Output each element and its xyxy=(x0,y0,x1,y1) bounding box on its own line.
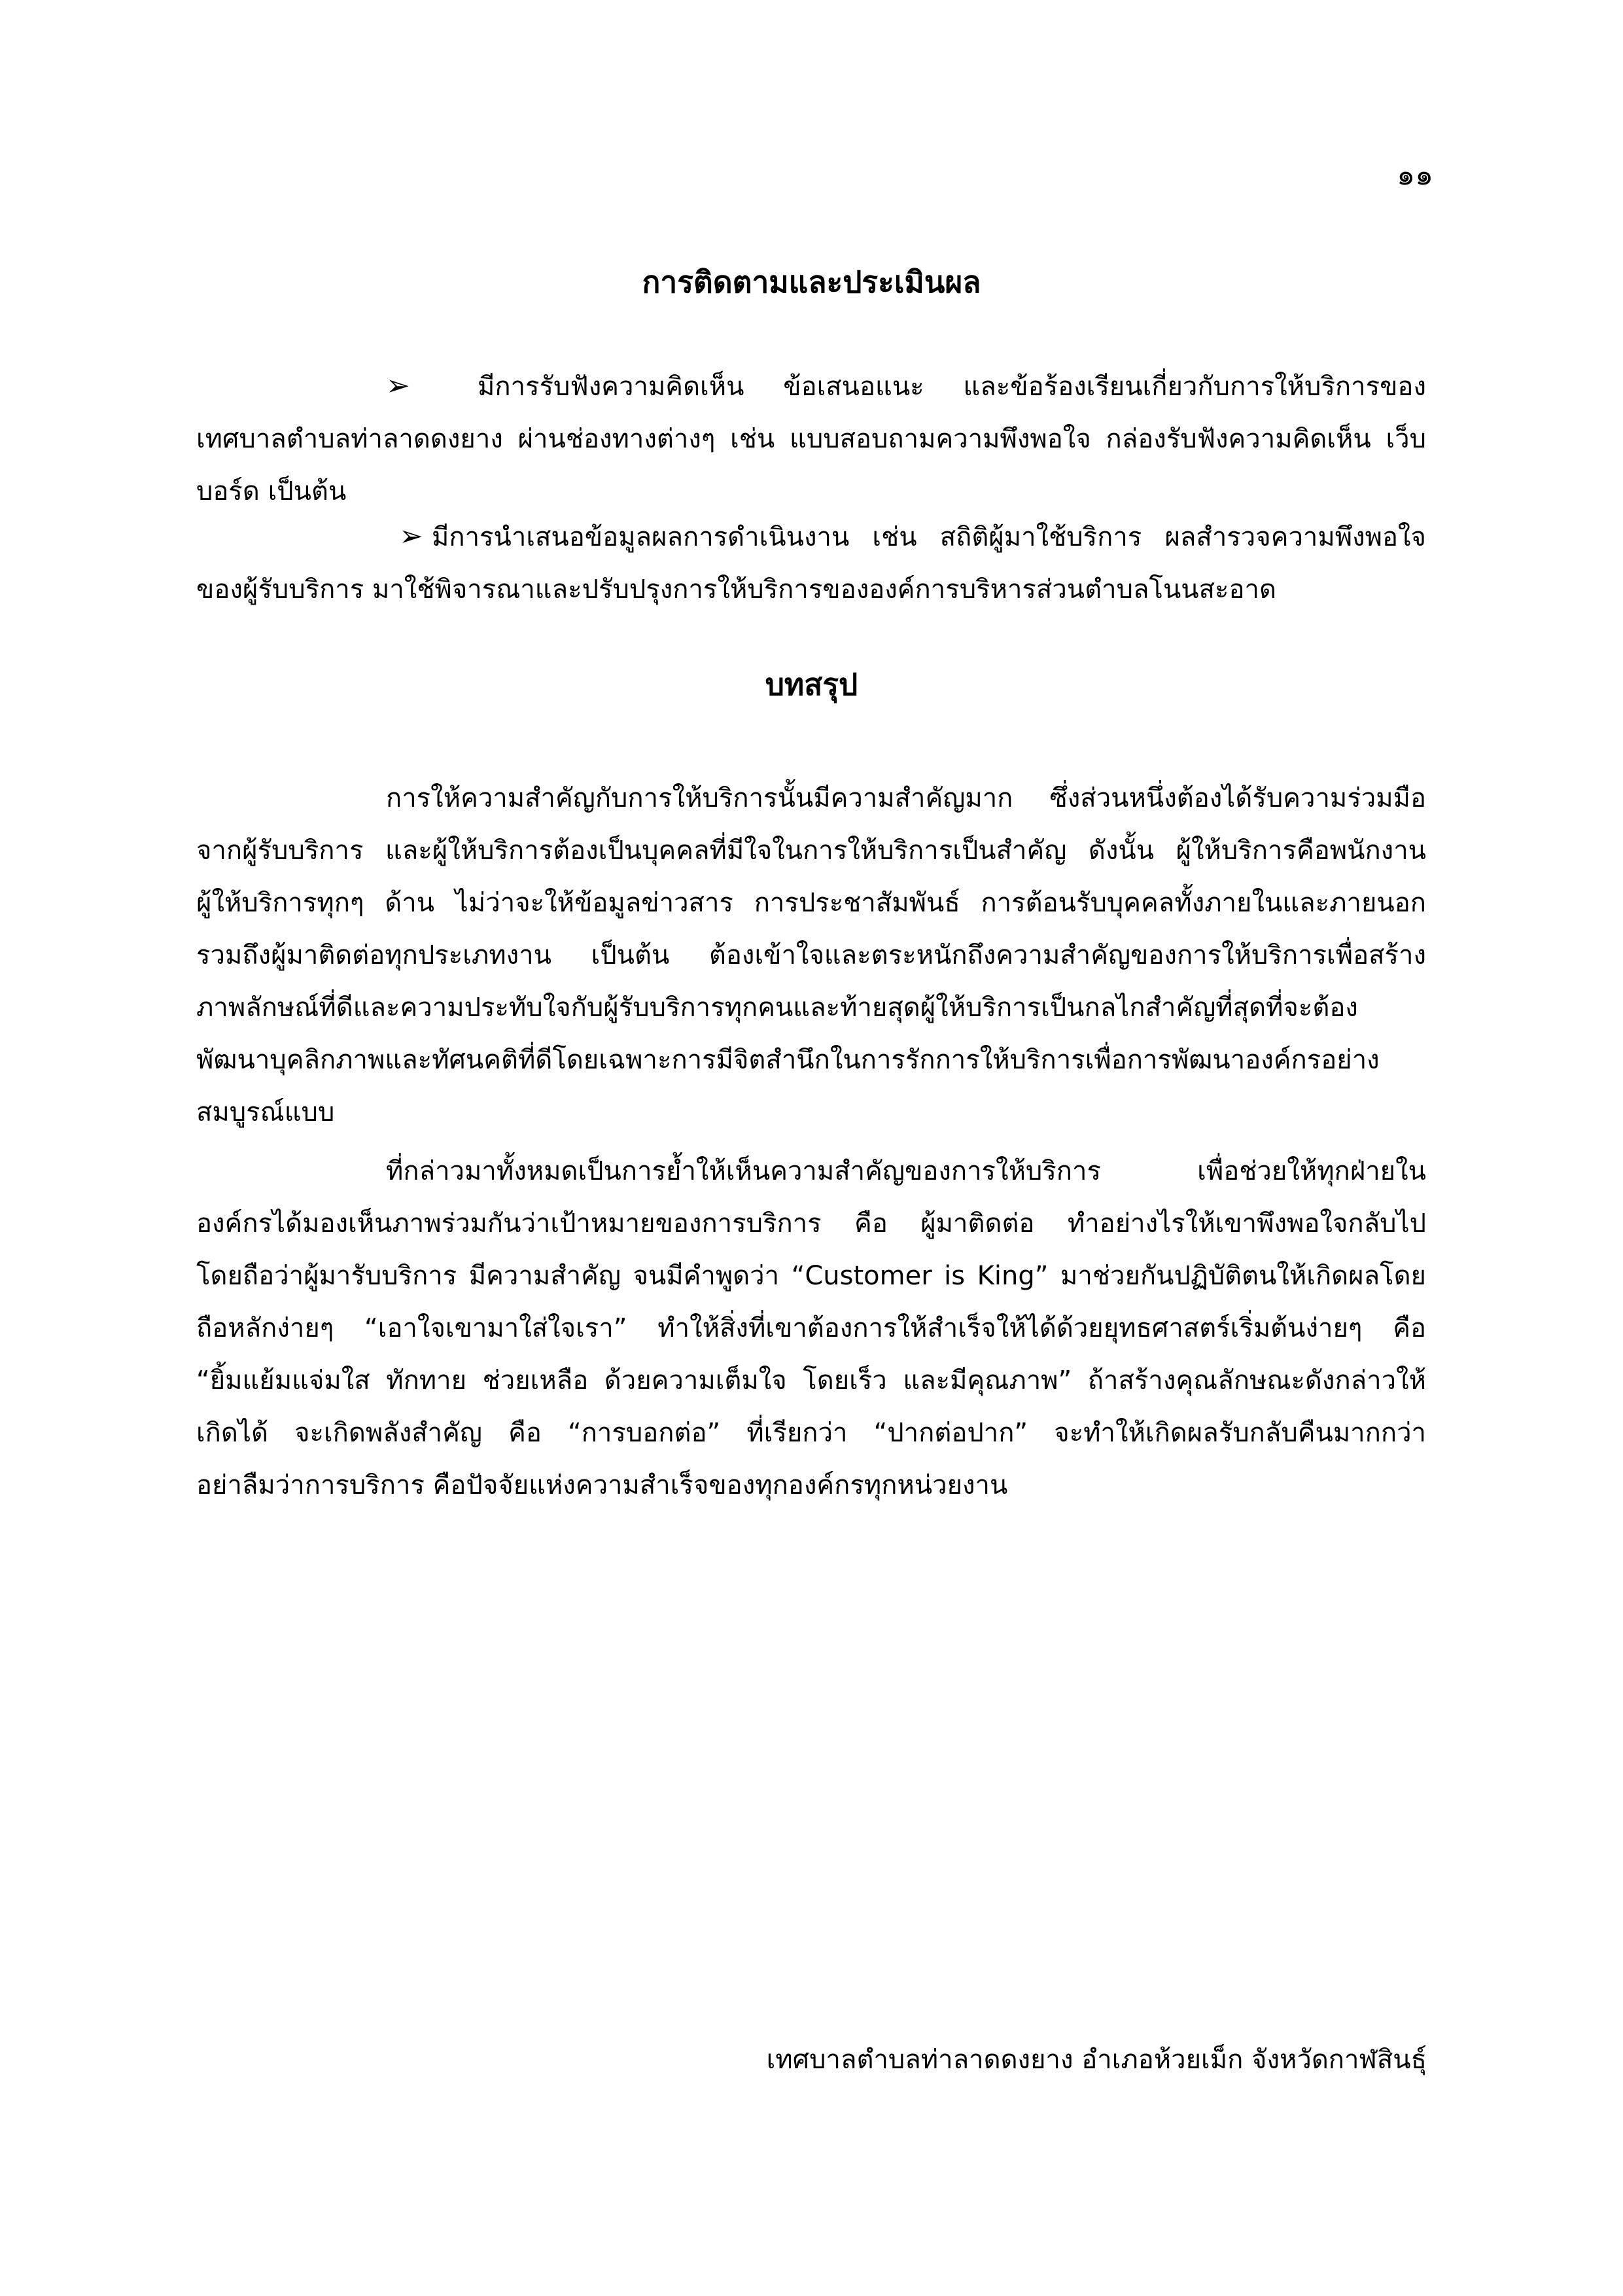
bullet-text: มีการรับฟังความคิดเห็น ข้อเสนอแนะ และข้อร้องเรียนเกี่ยวกับการให้บริการของ xyxy=(478,372,1426,402)
bullet-line: ของผู้รับบริการ มาใช้พิจารณาและปรับปรุงการให้บริการขององค์การบริหารส่วนตำบลโนนสะอาด xyxy=(196,574,1276,605)
arrow-bullet-icon: ➢ xyxy=(399,520,423,553)
bullet-item-1 xyxy=(196,360,1426,518)
section-title-monitoring: การติดตามและประเมินผล xyxy=(642,264,981,300)
paragraph-line: องค์กรได้มองเห็นภาพร่วมกันว่าเป้าหมายของการบริการ คือ ผู้มาติดต่อ ทำอย่างไรให้เขาพึงพอใจกลับไป xyxy=(196,1209,1426,1239)
bullet-text: มีการนำเสนอข้อมูลผลการดำเนินงาน เช่น สถิติผู้มาใช้บริการ ผลสำรวจความพึงพอใจ xyxy=(432,522,1426,552)
bullet-item-2 xyxy=(196,510,1426,616)
paragraph-line: จากผู้รับบริการ และผู้ให้บริการต้องเป็นบุคคลที่มีใจในการให้บริการเป็นสำคัญ ดังนั้น ผู้ให้บริการคือพนักงาน xyxy=(196,836,1426,866)
bullet-line xyxy=(196,360,1426,413)
paragraph-line: สมบูรณ์แบบ xyxy=(196,1097,335,1127)
page-footer: เทศบาลตำบลท่าลาดดงยาง อำเภอห้วยเม็ก จังหวัดกาฬสินธุ์ xyxy=(766,2045,1427,2075)
paragraph-line: ที่กล่าวมาทั้งหมดเป็นการย้ำให้เห็นความสำคัญของการให้บริการ เพื่อช่วยให้ทุกฝ่ายใน xyxy=(386,1156,1426,1186)
paragraph-line: โดยถือว่าผู้มารับบริการ มีความสำคัญ จนมีคำพูดว่า “Customer is King” มาช่วยกันปฏิบัติตนให้เกิดผลโดย xyxy=(196,1261,1426,1291)
bullet-line: เทศบาลตำบลท่าลาดดงยาง ผ่านช่องทางต่างๆ เช่น แบบสอบถามความพึงพอใจ กล่องรับฟังความคิดเห็น เว็บ xyxy=(196,424,1426,454)
arrow-bullet-icon: ➢ xyxy=(386,369,410,402)
paragraph-line: ถือหลักง่ายๆ “เอาใจเขามาใส่ใจเรา” ทำให้สิ่งที่เขาต้องการให้สำเร็จให้ได้ด้วยยุทธศาสตร์เริ่มต้นง่ายๆ คือ xyxy=(196,1313,1426,1343)
section-title-summary: บทสรุป xyxy=(765,667,858,702)
paragraph-line: อย่าลืมว่าการบริการ คือปัจจัยแห่งความสำเร็จของทุกองค์กรทุกหน่วยงาน xyxy=(196,1470,1008,1500)
paragraph-line: เกิดได้ จะเกิดพลังสำคัญ คือ “การบอกต่อ” ที่เรียกว่า “ปากต่อปาก” จะทำให้เกิดผลรับกลับคืนมากกว่า xyxy=(196,1418,1426,1448)
paragraph-line: รวมถึงผู้มาติดต่อทุกประเภทงาน เป็นต้น ต้องเข้าใจและตระหนักถึงความสำคัญของการให้บริการเพื่อสร้าง xyxy=(196,940,1426,970)
paragraph-line: ภาพลักษณ์ที่ดีและความประทับใจกับผู้รับบริการทุกคนและท้ายสุดผู้ให้บริการเป็นกลไกสำคัญที่สุดที่จะต้อง xyxy=(196,993,1358,1023)
paragraph-line: “ยิ้มแย้มแจ่มใส ทักทาย ช่วยเหลือ ด้วยความเต็มใจ โดยเร็ว และมีคุณภาพ” ถ้าสร้างคุณลักษณะดังกล่าวให้ xyxy=(196,1366,1426,1396)
summary-paragraph-2 xyxy=(196,1145,1426,1511)
paragraph-line: การให้ความสำคัญกับการให้บริการนั้นมีความสำคัญมาก ซึ่งส่วนหนึ่งต้องได้รับความร่วมมือ xyxy=(386,783,1426,813)
paragraph-line: ผู้ให้บริการทุกๆ ด้าน ไม่ว่าจะให้ข้อมูลข่าวสาร การประชาสัมพันธ์ การต้อนรับบุคคลทั้งภายในและภายนอก xyxy=(196,888,1426,918)
bullet-line xyxy=(196,510,1426,563)
summary-paragraph-1 xyxy=(196,772,1426,1139)
bullet-line: บอร์ด เป็นต้น xyxy=(196,476,347,506)
paragraph-line: พัฒนาบุคลิกภาพและทัศนคติที่ดีโดยเฉพาะการมีจิตสำนึกในการรักการให้บริการเพื่อการพัฒนาองค์กรอย่าง xyxy=(196,1045,1380,1075)
page-number: ๑๑ xyxy=(1397,158,1433,192)
